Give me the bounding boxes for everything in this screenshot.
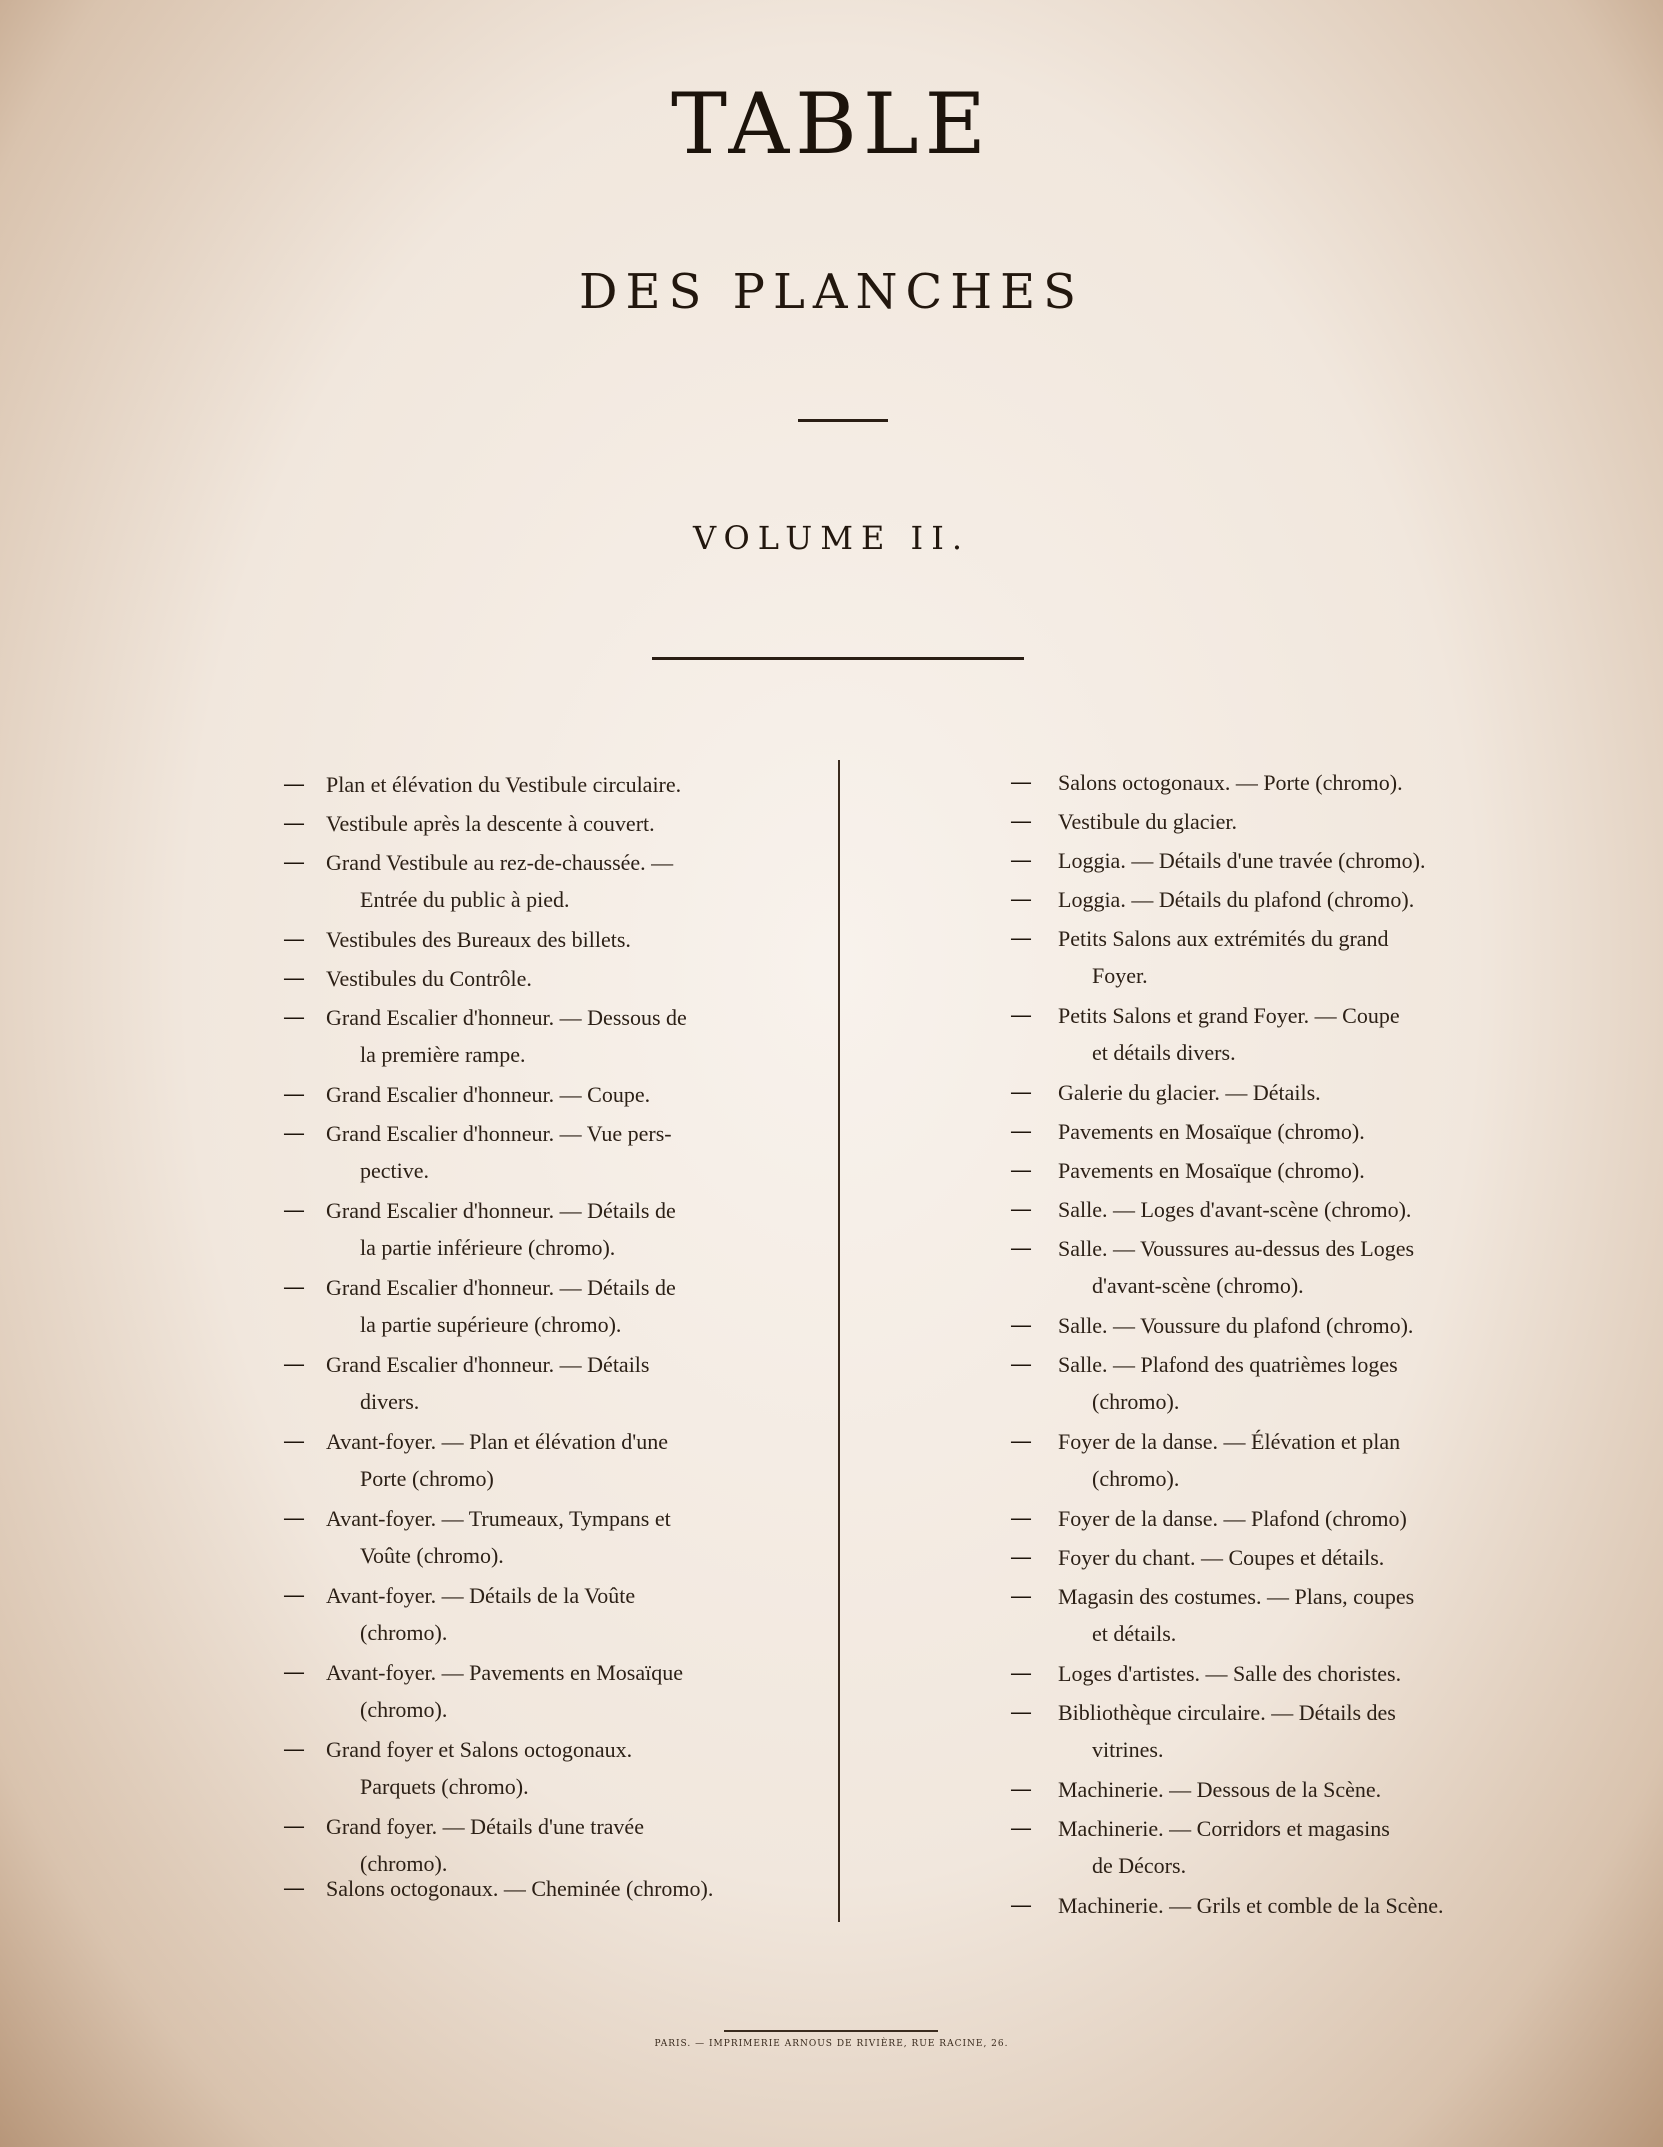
description-line-1: Salons octogonaux. — Porte (chromo). [1058, 770, 1403, 795]
description-line-2: (chromo). [360, 1697, 448, 1722]
description-line-1: Grand Escalier d'honneur. — Détails de [326, 1275, 676, 1300]
em-dash: — [283, 1198, 305, 1223]
plate-description [326, 1577, 790, 1651]
description-line-2: et détails. [1092, 1621, 1177, 1646]
description-line-1: Salons octogonaux. — Cheminée (chromo). [326, 1876, 714, 1901]
plate-description [1058, 1113, 1524, 1150]
description-line-2: pective. [360, 1158, 430, 1183]
description-line-1: Salle. — Voussure du plafond (chromo). [1058, 1313, 1414, 1338]
em-dash: — [283, 1005, 305, 1030]
plate-description [1058, 1810, 1524, 1884]
plate-description [326, 766, 790, 803]
description-line-1: Grand foyer et Salons octogonaux. [326, 1737, 633, 1762]
description-line-1: Machinerie. — Grils et comble de la Scène. [1058, 1893, 1444, 1918]
em-dash: — [1010, 809, 1032, 834]
description-line-2: (chromo). [1092, 1466, 1180, 1491]
description-line-1: Avant-foyer. — Détails de la Voûte [326, 1583, 636, 1608]
description-line-1: Grand Vestibule au rez-de-chaussée. — [326, 850, 674, 875]
description-line-2: la partie supérieure (chromo). [360, 1312, 622, 1337]
description-line-2: Porte (chromo) [360, 1466, 494, 1491]
description-line-2: Foyer. [1092, 963, 1148, 988]
description-line-2: la première rampe. [360, 1042, 526, 1067]
description-line-2: Parquets (chromo). [360, 1774, 529, 1799]
em-dash: — [283, 1082, 305, 1107]
description-line-1: Grand foyer. — Détails d'une travée [326, 1814, 644, 1839]
description-line-1: Magasin des costumes. — Plans, coupes [1058, 1584, 1415, 1609]
em-dash: — [1010, 1313, 1032, 1338]
printer-imprint: PARIS. — IMPRIMERIE ARNOUS DE RIVIÈRE, RUE RACINE, 26. [654, 2039, 1009, 2049]
description-line-1: Avant-foyer. — Plan et élévation d'une [326, 1429, 669, 1454]
footer-rule [724, 2030, 938, 2032]
description-line-2: divers. [360, 1389, 420, 1414]
em-dash: — [283, 811, 305, 836]
plate-description [1058, 1307, 1524, 1344]
column-divider [838, 760, 840, 1922]
em-dash: — [1010, 1236, 1032, 1261]
plate-description [326, 999, 790, 1073]
page-title: TABLE [671, 75, 992, 173]
description-line-1: Grand Escalier d'honneur. — Détails [326, 1352, 650, 1377]
description-line-1: Pavements en Mosaïque (chromo). [1058, 1119, 1365, 1144]
em-dash: — [1010, 1777, 1032, 1802]
description-line-1: Salle. — Loges d'avant-scène (chromo). [1058, 1197, 1412, 1222]
em-dash: — [283, 1352, 305, 1377]
description-line-2: (chromo). [1092, 1389, 1180, 1414]
em-dash: — [283, 1814, 305, 1839]
page-subtitle: DES PLANCHES [578, 264, 1084, 320]
description-line-2: et détails divers. [1092, 1040, 1236, 1065]
description-line-1: Machinerie. — Dessous de la Scène. [1058, 1777, 1382, 1802]
plate-description [326, 960, 790, 997]
description-line-1: Petits Salons et grand Foyer. — Coupe [1058, 1003, 1400, 1028]
em-dash: — [283, 1506, 305, 1531]
description-line-1: Salle. — Voussures au-dessus des Loges [1058, 1236, 1415, 1261]
em-dash: — [1010, 1661, 1032, 1686]
plate-description [326, 1346, 790, 1420]
plate-description [326, 1654, 790, 1728]
description-line-1: Vestibule du glacier. [1058, 809, 1238, 834]
description-line-1: Grand Escalier d'honneur. — Dessous de [326, 1005, 687, 1030]
plate-description [1058, 1230, 1524, 1304]
plate-description [1058, 920, 1524, 994]
em-dash: — [1010, 1352, 1032, 1377]
description-line-1: Loggia. — Détails d'une travée (chromo). [1058, 848, 1426, 873]
description-line-1: Foyer de la danse. — Élévation et plan [1058, 1429, 1401, 1454]
plate-description [1058, 1191, 1524, 1228]
plate-description [326, 844, 790, 918]
plate-description [1058, 1500, 1524, 1537]
plate-description [1058, 1771, 1524, 1808]
description-line-1: Foyer du chant. — Coupes et détails. [1058, 1545, 1385, 1570]
em-dash: — [283, 1583, 305, 1608]
plate-description [1058, 842, 1524, 879]
em-dash: — [1010, 848, 1032, 873]
em-dash: — [283, 772, 305, 797]
plate-description [1058, 1074, 1524, 1111]
em-dash: — [283, 1121, 305, 1146]
em-dash: — [1010, 887, 1032, 912]
plate-description [326, 1076, 790, 1113]
em-dash: — [283, 1660, 305, 1685]
plate-description [326, 1269, 790, 1343]
description-line-1: Plan et élévation du Vestibule circulaire. [326, 772, 682, 797]
plate-description [326, 921, 790, 958]
description-line-2: d'avant-scène (chromo). [1092, 1273, 1304, 1298]
em-dash: — [283, 966, 305, 991]
description-line-1: Salle. — Plafond des quatrièmes loges [1058, 1352, 1398, 1377]
plate-description [326, 1115, 790, 1189]
description-line-1: Machinerie. — Corridors et magasins [1058, 1816, 1390, 1841]
em-dash: — [1010, 1506, 1032, 1531]
description-line-1: Pavements en Mosaïque (chromo). [1058, 1158, 1365, 1183]
plate-description [326, 1500, 790, 1574]
description-line-2: la partie inférieure (chromo). [360, 1235, 616, 1260]
em-dash: — [283, 1737, 305, 1762]
em-dash: — [1010, 1119, 1032, 1144]
plate-description [326, 1423, 790, 1497]
description-line-1: Avant-foyer. — Trumeaux, Tympans et [326, 1506, 671, 1531]
plate-description [1058, 997, 1524, 1071]
description-line-1: Petits Salons aux extrémités du grand [1058, 926, 1389, 951]
em-dash: — [283, 1275, 305, 1300]
plate-description [1058, 1578, 1524, 1652]
short-rule [798, 419, 888, 422]
em-dash: — [283, 1876, 305, 1901]
plate-description [326, 805, 790, 842]
description-line-1: Foyer de la danse. — Plafond (chromo) [1058, 1506, 1407, 1531]
description-line-1: Vestibules des Bureaux des billets. [326, 927, 631, 952]
description-line-2: de Décors. [1092, 1853, 1187, 1878]
description-line-1: Galerie du glacier. — Détails. [1058, 1080, 1321, 1105]
em-dash: — [1010, 1429, 1032, 1454]
plate-description [326, 1870, 790, 1907]
em-dash: — [1010, 1816, 1032, 1841]
em-dash: — [1010, 1197, 1032, 1222]
plate-description [1058, 1694, 1524, 1768]
description-line-1: Vestibules du Contrôle. [326, 966, 532, 991]
em-dash: — [1010, 926, 1032, 951]
plate-description [1058, 1346, 1524, 1420]
plate-description [326, 1192, 790, 1266]
description-line-1: Avant-foyer. — Pavements en Mosaïque [326, 1660, 684, 1685]
description-line-1: Grand Escalier d'honneur. — Coupe. [326, 1082, 651, 1107]
description-line-2: (chromo). [360, 1620, 448, 1645]
em-dash: — [1010, 1080, 1032, 1105]
plate-description [1058, 1423, 1524, 1497]
em-dash: — [1010, 1700, 1032, 1725]
plate-description [1058, 881, 1524, 918]
long-rule [652, 657, 1024, 660]
plate-description [1058, 764, 1524, 801]
em-dash: — [1010, 770, 1032, 795]
description-line-1: Loggia. — Détails du plafond (chromo). [1058, 887, 1415, 912]
description-line-2: Entrée du public à pied. [360, 887, 570, 912]
em-dash: — [1010, 1003, 1032, 1028]
description-line-1: Bibliothèque circulaire. — Détails des [1058, 1700, 1396, 1725]
plate-description [1058, 1152, 1524, 1189]
plate-description [1058, 1887, 1524, 1924]
plate-description [1058, 1539, 1524, 1576]
em-dash: — [283, 1429, 305, 1454]
description-line-2: vitrines. [1092, 1737, 1164, 1762]
description-line-2: Voûte (chromo). [360, 1543, 504, 1568]
em-dash: — [1010, 1893, 1032, 1918]
volume-heading: VOLUME II. [693, 519, 970, 557]
description-line-1: Grand Escalier d'honneur. — Vue pers- [326, 1121, 672, 1146]
description-line-1: Loges d'artistes. — Salle des choristes. [1058, 1661, 1402, 1686]
em-dash: — [283, 850, 305, 875]
description-line-1: Grand Escalier d'honneur. — Détails de [326, 1198, 676, 1223]
plate-description [326, 1731, 790, 1805]
em-dash: — [1010, 1584, 1032, 1609]
em-dash: — [283, 927, 305, 952]
em-dash: — [1010, 1158, 1032, 1183]
em-dash: — [1010, 1545, 1032, 1570]
description-line-2: (chromo). [360, 1851, 448, 1876]
plate-description [1058, 803, 1524, 840]
plate-description [1058, 1655, 1524, 1692]
description-line-1: Vestibule après la descente à couvert. [326, 811, 655, 836]
